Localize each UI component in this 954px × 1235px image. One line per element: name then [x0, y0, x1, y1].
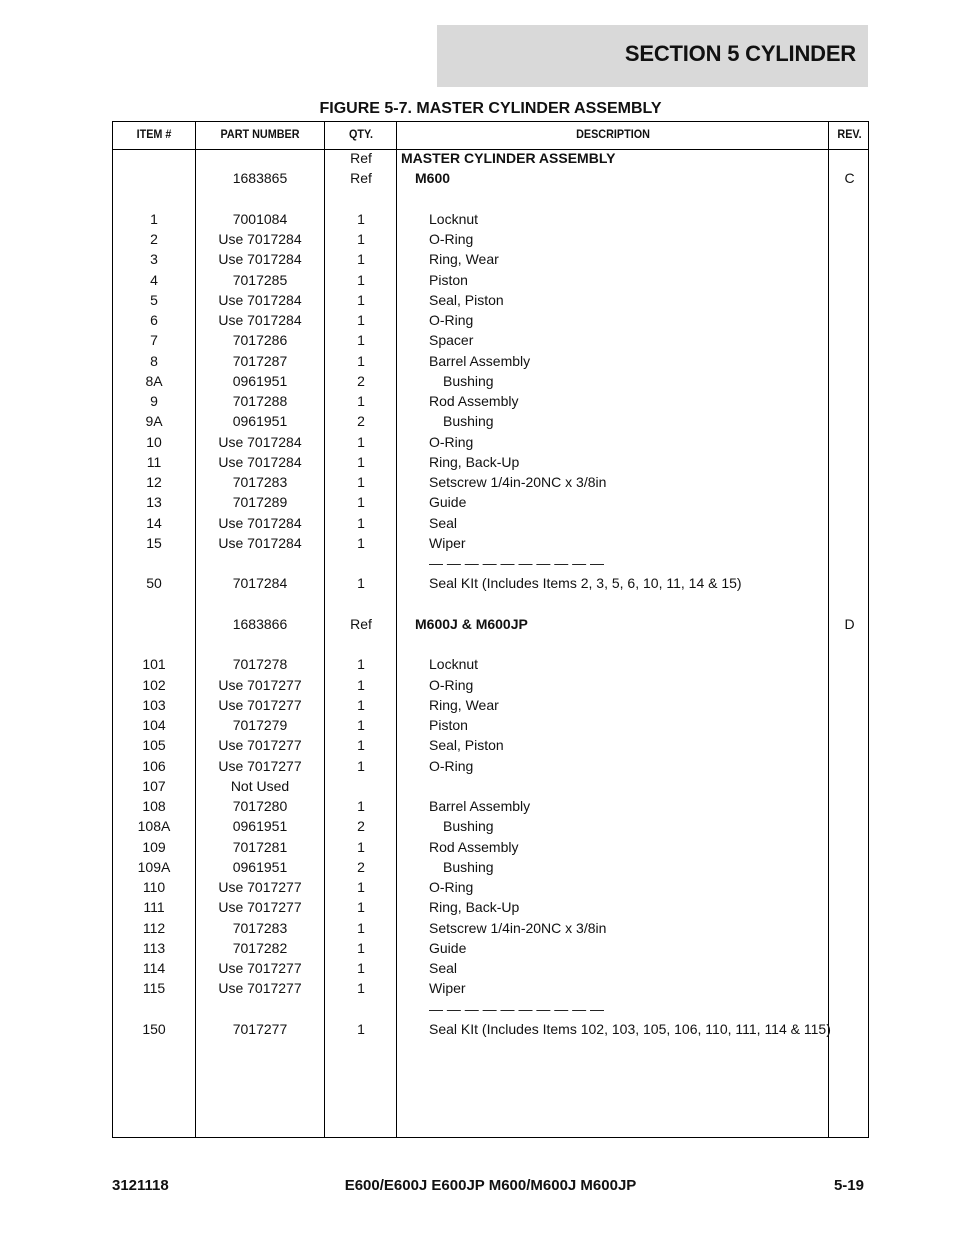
- quantity-cell: 1: [357, 939, 365, 956]
- table-row: [113, 169, 868, 189]
- quantity-cell: 1: [357, 251, 365, 268]
- quantity-cell: 2: [357, 858, 365, 875]
- description-cell: Ring, Wear: [429, 696, 499, 713]
- part-number-cell: Use 7017284: [218, 514, 302, 531]
- description-cell: Piston: [429, 271, 468, 288]
- description-cell: MASTER CYLINDER ASSEMBLY: [401, 150, 616, 166]
- table-row: [113, 919, 868, 939]
- description-cell: O-Ring: [429, 879, 474, 895]
- item-number-cell: 6: [150, 312, 158, 328]
- quantity-cell: 1: [357, 656, 365, 673]
- item-number-cell: 10: [146, 433, 162, 450]
- item-number-cell: 103: [142, 696, 166, 713]
- description-cell: Seal KIt (Includes Items 102, 103, 105, 106, 110, 111, 114 & 115): [429, 1020, 831, 1037]
- description-cell: Locknut: [429, 210, 479, 227]
- item-number-cell: 9A: [145, 413, 163, 430]
- table-row: [113, 271, 868, 291]
- part-number-cell: Not Used: [230, 777, 290, 794]
- table-row: [113, 676, 868, 696]
- quantity-cell: 2: [357, 413, 365, 430]
- part-number-cell: Use 7017277: [218, 696, 302, 713]
- table-row: [113, 817, 868, 837]
- part-number-cell: 7017288: [232, 393, 288, 409]
- parts-table: [112, 121, 869, 1138]
- quantity-cell: 1: [357, 474, 365, 490]
- table-row: [113, 230, 868, 250]
- part-number-cell: 7017280: [232, 798, 288, 814]
- table-row: [113, 655, 868, 675]
- description-cell: Bushing: [443, 372, 494, 389]
- part-number-cell: 7017284: [232, 575, 288, 592]
- section-title: SECTION 5 CYLINDER: [624, 41, 856, 66]
- part-number-cell: Use 7017277: [218, 676, 302, 693]
- table-row: [113, 1000, 868, 1020]
- quantity-cell: 2: [357, 818, 365, 835]
- quantity-cell: 1: [357, 838, 365, 855]
- part-number-cell: Use 7017284: [218, 291, 302, 308]
- part-number-cell: Use 7017277: [218, 879, 302, 895]
- part-number-cell: Use 7017277: [218, 899, 302, 916]
- table-row: [113, 210, 868, 230]
- part-number-cell: Use 7017284: [218, 251, 302, 268]
- description-cell: — — — — — — — — — —: [429, 1000, 605, 1017]
- description-cell: Guide: [429, 939, 467, 956]
- part-number-cell: 7017281: [232, 838, 288, 855]
- description-cell: O-Ring: [429, 757, 474, 774]
- table-row: [113, 331, 868, 351]
- description-cell: Ring, Wear: [429, 251, 499, 268]
- column-header-qty: QTY.: [348, 127, 373, 141]
- quantity-cell: 1: [357, 210, 365, 227]
- description-cell: Rod Assembly: [429, 393, 519, 409]
- quantity-cell: 1: [357, 352, 365, 369]
- table-row: [113, 777, 868, 797]
- quantity-cell: 1: [357, 575, 365, 592]
- section-header-box: [437, 25, 868, 87]
- part-number-cell: 0961951: [232, 372, 288, 389]
- item-number-cell: 109A: [137, 858, 171, 875]
- description-cell: — — — — — — — — — —: [429, 555, 605, 571]
- table-row: [113, 595, 868, 615]
- part-number-cell: Use 7017284: [218, 312, 302, 328]
- table-row: [113, 939, 868, 959]
- quantity-cell: 1: [357, 494, 365, 511]
- table-row: [113, 250, 868, 270]
- part-number-cell: Use 7017277: [218, 960, 302, 976]
- item-number-cell: 108: [142, 798, 166, 814]
- revision-cell: C: [844, 170, 855, 187]
- table-row: [113, 392, 868, 412]
- quantity-cell: 1: [357, 676, 365, 693]
- description-cell: Locknut: [429, 656, 479, 673]
- revision-cell: D: [844, 615, 855, 632]
- item-number-cell: 8A: [145, 372, 163, 389]
- quantity-cell: 2: [357, 372, 365, 389]
- part-number-cell: 7017285: [232, 271, 288, 288]
- description-cell: Guide: [429, 494, 467, 511]
- item-number-cell: 13: [146, 494, 162, 511]
- description-cell: Barrel Assembly: [429, 352, 531, 369]
- quantity-cell: Ref: [350, 150, 372, 166]
- item-number-cell: 105: [142, 737, 166, 754]
- item-number-cell: 8: [150, 352, 158, 369]
- item-number-cell: 12: [146, 474, 162, 490]
- table-row: [113, 858, 868, 878]
- table-row: [113, 574, 868, 594]
- figure-title: FIGURE 5-7. MASTER CYLINDER ASSEMBLY: [319, 100, 662, 117]
- part-number-cell: Use 7017284: [218, 534, 302, 551]
- description-cell: Seal: [429, 960, 458, 976]
- quantity-cell: 1: [357, 737, 365, 754]
- item-number-cell: 106: [142, 757, 166, 774]
- item-number-cell: 113: [142, 939, 166, 956]
- part-number-cell: 7017287: [232, 352, 288, 369]
- item-number-cell: 110: [142, 879, 166, 895]
- table-row: [113, 493, 868, 513]
- quantity-cell: Ref: [350, 615, 372, 632]
- table-row: [113, 736, 868, 756]
- description-cell: Bushing: [443, 858, 494, 875]
- table-row: [113, 311, 868, 331]
- quantity-cell: 1: [357, 960, 365, 976]
- table-row: [113, 453, 868, 473]
- quantity-cell: Ref: [350, 170, 372, 187]
- item-number-cell: 7: [150, 332, 158, 349]
- part-number-cell: Use 7017284: [218, 433, 302, 450]
- part-number-cell: 7017283: [232, 919, 288, 936]
- description-cell: Seal KIt (Includes Items 2, 3, 5, 6, 10, 11, 14 & 15): [429, 575, 742, 592]
- part-number-cell: 1683866: [232, 615, 288, 632]
- quantity-cell: 1: [357, 1020, 365, 1037]
- description-cell: M600J & M600JP: [415, 615, 528, 632]
- table-row: [113, 615, 868, 635]
- quantity-cell: 1: [357, 534, 365, 551]
- description-cell: Bushing: [443, 818, 494, 835]
- item-number-cell: 112: [142, 919, 166, 936]
- table-row: [113, 716, 868, 736]
- quantity-cell: 1: [357, 433, 365, 450]
- item-number-cell: 9: [150, 393, 158, 409]
- table-row: [113, 473, 868, 493]
- part-number-cell: Use 7017277: [218, 757, 302, 774]
- description-cell: O-Ring: [429, 312, 474, 328]
- description-cell: Wiper: [429, 980, 466, 997]
- part-number-cell: 7001084: [232, 210, 288, 227]
- item-number-cell: 102: [142, 676, 166, 693]
- part-number-cell: 7017277: [232, 1020, 288, 1037]
- quantity-cell: 1: [357, 980, 365, 997]
- description-cell: Seal, Piston: [429, 291, 504, 308]
- item-number-cell: 14: [146, 514, 162, 531]
- quantity-cell: 1: [357, 757, 365, 774]
- quantity-cell: 1: [357, 312, 365, 328]
- item-number-cell: 111: [143, 899, 165, 916]
- column-header-description: DESCRIPTION: [576, 127, 650, 141]
- item-number-cell: 109: [142, 838, 166, 855]
- part-number-cell: 0961951: [232, 818, 288, 835]
- table-row: [113, 898, 868, 918]
- column-header-rev: REV.: [837, 127, 862, 141]
- description-cell: Rod Assembly: [429, 838, 519, 855]
- table-row: [113, 797, 868, 817]
- item-number-cell: 11: [146, 453, 162, 470]
- description-cell: Setscrew 1/4in-20NC x 3/8in: [429, 474, 607, 490]
- footer-models: E600/E600J E600JP M600/M600J M600JP: [344, 1177, 637, 1194]
- item-number-cell: 4: [150, 271, 158, 288]
- item-number-cell: 150: [142, 1020, 166, 1037]
- table-row: [113, 352, 868, 372]
- quantity-cell: 1: [357, 696, 365, 713]
- description-cell: Seal: [429, 514, 458, 531]
- item-number-cell: 1: [150, 210, 158, 227]
- quantity-cell: 1: [357, 899, 365, 916]
- column-header-part-number: PART NUMBER: [220, 127, 300, 141]
- part-number-cell: 7017279: [232, 717, 288, 733]
- table-row: [113, 979, 868, 999]
- description-cell: Setscrew 1/4in-20NC x 3/8in: [429, 919, 607, 936]
- part-number-cell: Use 7017277: [218, 737, 302, 754]
- table-row: [113, 635, 868, 655]
- description-cell: Bushing: [443, 413, 494, 430]
- description-cell: Barrel Assembly: [429, 798, 531, 814]
- quantity-cell: 1: [357, 717, 365, 733]
- part-number-cell: 0961951: [232, 858, 288, 875]
- quantity-cell: 1: [357, 453, 365, 470]
- part-number-cell: 7017282: [232, 939, 288, 956]
- description-cell: O-Ring: [429, 676, 474, 693]
- description-cell: Ring, Back-Up: [429, 899, 520, 916]
- quantity-cell: 1: [357, 393, 365, 409]
- quantity-cell: 1: [357, 291, 365, 308]
- quantity-cell: 1: [357, 798, 365, 814]
- item-number-cell: 108A: [137, 818, 171, 835]
- column-header-item: ITEM #: [136, 127, 172, 141]
- quantity-cell: 1: [357, 271, 365, 288]
- table-row: [113, 534, 868, 554]
- quantity-cell: 1: [357, 919, 365, 936]
- description-cell: Piston: [429, 717, 468, 733]
- item-number-cell: 104: [142, 717, 166, 733]
- part-number-cell: 7017278: [232, 656, 288, 673]
- table-row: [113, 190, 868, 210]
- part-number-cell: Use 7017284: [218, 453, 302, 470]
- item-number-cell: 50: [146, 575, 162, 592]
- table-row: [113, 959, 868, 979]
- item-number-cell: 2: [150, 231, 158, 247]
- table-row: [113, 514, 868, 534]
- quantity-cell: 1: [357, 231, 365, 247]
- table-row: [113, 838, 868, 858]
- item-number-cell: 114: [142, 960, 166, 976]
- quantity-cell: 1: [357, 879, 365, 895]
- table-row: [113, 554, 868, 574]
- footer-page-number: 5-19: [833, 1177, 864, 1194]
- part-number-cell: Use 7017277: [218, 980, 302, 997]
- item-number-cell: 3: [150, 251, 158, 268]
- part-number-cell: Use 7017284: [218, 231, 302, 247]
- part-number-cell: 7017283: [232, 474, 288, 490]
- description-cell: O-Ring: [429, 231, 474, 247]
- item-number-cell: 101: [142, 656, 166, 673]
- description-cell: Ring, Back-Up: [429, 453, 520, 470]
- quantity-cell: 1: [357, 332, 365, 349]
- part-number-cell: 7017289: [232, 494, 288, 511]
- description-cell: M600: [415, 170, 451, 187]
- item-number-cell: 107: [142, 777, 166, 794]
- table-row: [113, 433, 868, 453]
- item-number-cell: 15: [146, 534, 162, 551]
- part-number-cell: 0961951: [232, 413, 288, 430]
- table-row: [113, 696, 868, 716]
- table-row: [113, 878, 868, 898]
- item-number-cell: 115: [142, 980, 166, 997]
- description-cell: O-Ring: [429, 433, 474, 450]
- quantity-cell: 1: [357, 514, 365, 531]
- description-cell: Seal, Piston: [429, 737, 504, 754]
- part-number-cell: 7017286: [232, 332, 288, 349]
- description-cell: Spacer: [429, 332, 474, 349]
- table-row: [113, 757, 868, 777]
- table-row: [113, 1020, 868, 1040]
- description-cell: Wiper: [429, 534, 466, 551]
- table-row: [113, 149, 868, 169]
- item-number-cell: 5: [150, 291, 158, 308]
- table-row: [113, 412, 868, 432]
- table-row: [113, 291, 868, 311]
- part-number-cell: 1683865: [232, 170, 288, 187]
- table-row: [113, 372, 868, 392]
- footer-document-number: 3121118: [112, 1177, 169, 1194]
